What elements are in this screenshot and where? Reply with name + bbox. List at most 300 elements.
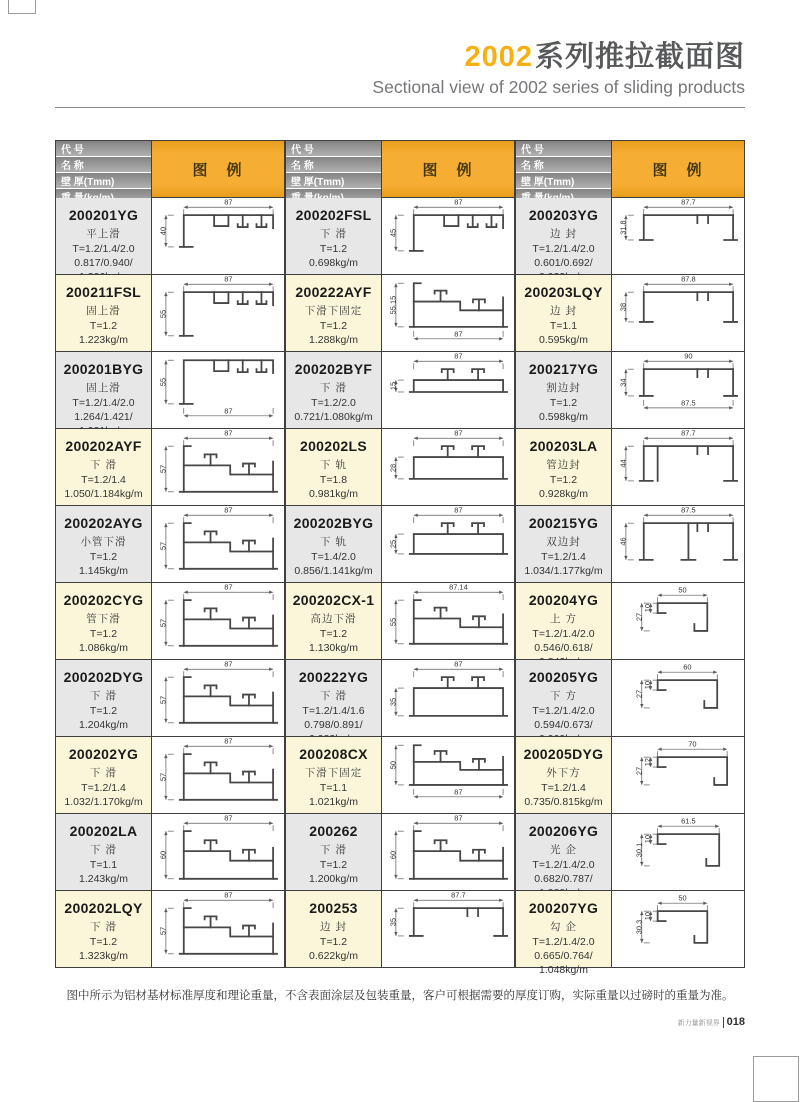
profile-thickness: T=1.2 — [319, 243, 348, 255]
profile-name: 下 轨 — [320, 536, 347, 548]
profile-weight: 1.323kg/m — [78, 950, 129, 962]
profile-weight: 1.130kg/m — [308, 642, 359, 654]
svg-text:10: 10 — [643, 911, 653, 921]
svg-text:87: 87 — [454, 197, 463, 207]
profile-name: 下 滑 — [90, 459, 117, 471]
svg-text:57: 57 — [158, 772, 168, 782]
profile-info-200202CYG — [56, 583, 152, 660]
svg-text:87: 87 — [224, 890, 233, 900]
profile-thickness: T=1.1 — [89, 859, 118, 871]
corner-frame-bottom-right — [753, 1056, 799, 1102]
svg-text:46: 46 — [618, 537, 628, 546]
profile-diagram-200202AYG — [152, 506, 285, 583]
profile-name: 双边封 — [546, 536, 581, 548]
profile-info-200208CX — [286, 737, 382, 814]
profile-name: 下 滑 — [90, 844, 117, 856]
profile-code: 200202AYF — [65, 438, 142, 454]
profile-code: 200211FSL — [65, 284, 142, 300]
profile-weight: 1.204kg/m — [78, 719, 129, 731]
profile-code: 200202YG — [68, 746, 139, 762]
profile-code: 200202CX-1 — [292, 592, 375, 608]
profile-diagram-200208CX — [382, 737, 515, 814]
profile-code: 200202DYG — [63, 669, 144, 685]
svg-text:31.8: 31.8 — [618, 220, 628, 235]
profile-diagram-200204YG — [612, 583, 745, 660]
profile-info-200202BYG — [286, 506, 382, 583]
profile-info-200202DYG — [56, 660, 152, 737]
profile-weight: 0.595kg/m — [538, 334, 589, 346]
table-row — [516, 814, 745, 891]
profile-weight: 0.622kg/m — [308, 950, 359, 962]
profile-diagram-200215YG — [612, 506, 745, 583]
column-header-label: 代 号 — [286, 141, 381, 157]
legend-header: 图 例 — [612, 141, 745, 198]
table-row — [516, 506, 745, 583]
table-row — [286, 275, 515, 352]
profile-name: 光 企 — [550, 844, 577, 856]
column-header-label: 壁 厚(Tmm) — [286, 173, 381, 189]
svg-text:87: 87 — [454, 329, 463, 339]
svg-text:27: 27 — [634, 689, 644, 699]
profile-diagram-200253 — [382, 891, 515, 968]
profile-info-200211FSL — [56, 275, 152, 352]
profile-weight: 0.546/0.618/ — [534, 642, 593, 654]
svg-text:34: 34 — [618, 378, 628, 387]
profile-info-200203LQY — [516, 275, 612, 352]
profile-name: 边 封 — [550, 228, 577, 240]
profile-thickness: T=1.2 — [319, 936, 348, 948]
table-row — [56, 275, 285, 352]
profile-thickness: T=1.2 — [319, 628, 348, 640]
svg-text:87: 87 — [224, 274, 233, 284]
svg-text:87: 87 — [224, 582, 233, 592]
profile-diagram-200205DYG — [612, 737, 745, 814]
profile-weight: 1.034/1.177kg/m — [524, 565, 603, 577]
profile-code: 200202FSL — [295, 207, 372, 223]
table-row — [56, 352, 285, 429]
info-header-stack — [516, 141, 612, 198]
profile-code: 200204YG — [528, 592, 599, 608]
profile-info-200202YG — [56, 737, 152, 814]
brand-slogan: 新力量新视界 — [677, 1019, 720, 1027]
profile-code: 200208CX — [299, 746, 368, 762]
profile-info-200202FSL — [286, 198, 382, 275]
group-header — [56, 141, 285, 198]
column-header-label: 代 号 — [56, 141, 151, 157]
legend-header: 图 例 — [152, 141, 285, 198]
profile-name: 下 滑 — [90, 690, 117, 702]
svg-text:40: 40 — [158, 226, 168, 236]
profile-thickness: T=1.2 — [89, 320, 118, 332]
profile-weight: 0.798/0.891/ — [304, 719, 363, 731]
profile-weight: 0.981kg/m — [308, 488, 359, 500]
profile-thickness: T=1.2/1.4 — [81, 474, 126, 486]
profile-diagram-200205YG — [612, 660, 745, 737]
profile-name: 下 滑 — [320, 228, 347, 240]
svg-text:60: 60 — [683, 662, 692, 672]
profile-code: 200262 — [309, 823, 358, 839]
profile-info-200207YG — [516, 891, 612, 976]
svg-text:50: 50 — [678, 585, 687, 595]
profile-weight: 0.594/0.673/ — [534, 719, 593, 731]
profile-thickness: T=1.2/1.4/2.0 — [532, 705, 595, 717]
profile-code: 200203LA — [529, 438, 598, 454]
profile-code: 200207YG — [528, 900, 599, 916]
profile-thickness: T=1.2 — [549, 397, 578, 409]
profile-code: 200203YG — [528, 207, 599, 223]
profile-name: 勾 企 — [550, 921, 577, 933]
svg-text:87: 87 — [224, 813, 233, 823]
profile-code: 200206YG — [528, 823, 599, 839]
profile-info-200202LS — [286, 429, 382, 506]
svg-text:87: 87 — [224, 428, 233, 438]
svg-text:55: 55 — [158, 377, 168, 387]
profile-thickness: T=1.2 — [549, 474, 578, 486]
svg-text:10: 10 — [643, 680, 653, 690]
profile-name: 下 方 — [550, 690, 577, 702]
column-header-label: 壁 厚(Tmm) — [516, 173, 611, 189]
svg-text:57: 57 — [158, 926, 168, 936]
profile-name: 下滑下固定 — [304, 305, 363, 317]
profile-code: 200203LQY — [524, 284, 603, 300]
profile-weight: 0.721/1.080kg/m — [294, 411, 373, 423]
svg-text:50: 50 — [678, 893, 687, 903]
svg-text:30.3: 30.3 — [634, 919, 644, 935]
profile-weight: 1.200kg/m — [308, 873, 359, 885]
profile-weight: 1.048kg/m — [538, 964, 589, 976]
footer-note: 图中所示为铝材基材标准厚度和理论重量，不含表面涂层及包装重量，客户可根据需要的厚度订购，实际重量以过磅时的重量为准。 — [66, 990, 734, 1002]
profile-name: 外下方 — [546, 767, 581, 779]
svg-text:10: 10 — [643, 603, 653, 613]
profile-diagram-200222YG — [382, 660, 515, 737]
profile-info-200206YG — [516, 814, 612, 891]
table-row — [56, 429, 285, 506]
page-number: 018 — [723, 1017, 745, 1028]
profile-thickness: T=1.1 — [319, 782, 348, 794]
profile-thickness: T=1.2 — [89, 551, 118, 563]
svg-text:45: 45 — [388, 228, 398, 238]
svg-text:55: 55 — [158, 309, 168, 319]
profile-thickness: T=1.4/2.0 — [311, 551, 356, 563]
profile-thickness: T=1.2/1.4/2.0 — [72, 397, 135, 409]
table-row — [286, 891, 515, 968]
svg-text:30.1: 30.1 — [634, 842, 644, 858]
profile-name: 高边下滑 — [310, 613, 357, 625]
svg-text:57: 57 — [158, 695, 168, 705]
profile-code: 200202AYG — [64, 515, 143, 531]
profile-thickness: T=1.2/1.4 — [81, 782, 126, 794]
profile-diagram-200202LQY — [152, 891, 285, 968]
profile-diagram-200206YG — [612, 814, 745, 891]
column-header-label: 名 称 — [56, 157, 151, 173]
profile-name: 平上滑 — [86, 228, 121, 240]
svg-text:55.15: 55.15 — [388, 295, 398, 315]
profile-info-200201YG — [56, 198, 152, 275]
profile-info-200202LQY — [56, 891, 152, 968]
svg-text:87: 87 — [224, 505, 233, 515]
profile-thickness: T=1.2/1.4/2.0 — [532, 243, 595, 255]
page-subtitle: Sectional view of 2002 series of sliding products — [372, 76, 745, 97]
profile-thickness: T=1.2 — [319, 320, 348, 332]
table-row — [516, 198, 745, 275]
page-footer — [678, 1017, 745, 1028]
profile-code: 200202LA — [69, 823, 138, 839]
profile-diagram-200202AYF — [152, 429, 285, 506]
svg-text:25: 25 — [388, 539, 398, 549]
profile-info-200203YG — [516, 198, 612, 275]
profile-diagram-200202DYG — [152, 660, 285, 737]
svg-text:87.8: 87.8 — [681, 274, 696, 284]
svg-text:60: 60 — [388, 850, 398, 860]
profile-info-200217YG — [516, 352, 612, 429]
profile-name: 固上滑 — [86, 382, 121, 394]
profile-diagram-200201BYG — [152, 352, 285, 429]
profile-thickness: T=1.2/1.4 — [541, 782, 586, 794]
table-row — [56, 506, 285, 583]
profile-thickness: T=1.2/1.4/1.6 — [302, 705, 365, 717]
profile-name: 割边封 — [546, 382, 581, 394]
profile-info-200202AYG — [56, 506, 152, 583]
svg-text:87: 87 — [224, 736, 233, 746]
group-header — [286, 141, 515, 198]
svg-text:90: 90 — [684, 351, 693, 361]
profile-code: 200202BYF — [294, 361, 373, 377]
profile-diagram-200202CX-1 — [382, 583, 515, 660]
profile-info-200222AYF — [286, 275, 382, 352]
info-header-stack — [56, 141, 152, 198]
profile-diagram-200207YG — [612, 891, 745, 968]
profile-name: 下 滑 — [320, 690, 347, 702]
profile-name: 下滑下固定 — [304, 767, 363, 779]
profile-thickness: T=1.8 — [319, 474, 348, 486]
profile-diagram-200202BYF — [382, 352, 515, 429]
table-row — [516, 660, 745, 737]
table-row — [286, 352, 515, 429]
svg-text:87: 87 — [224, 659, 233, 669]
profile-weight: 0.682/0.787/ — [534, 873, 593, 885]
profile-thickness: T=1.2 — [89, 628, 118, 640]
profile-weight: 1.032/1.170kg/m — [64, 796, 143, 808]
profile-weight: 1.050/1.184kg/m — [64, 488, 143, 500]
svg-text:57: 57 — [158, 541, 168, 551]
title-chinese: 系列推拉截面图 — [534, 41, 745, 73]
profile-thickness: T=1.2 — [89, 705, 118, 717]
profile-name: 下 滑 — [320, 844, 347, 856]
profile-weight: 0.856/1.141kg/m — [294, 565, 373, 577]
profile-weight: 1.243kg/m — [78, 873, 129, 885]
svg-text:87.7: 87.7 — [451, 890, 466, 900]
profile-diagram-200262 — [382, 814, 515, 891]
profile-diagram-200202LS — [382, 429, 515, 506]
profile-diagram-200202FSL — [382, 198, 515, 275]
column-header-label: 名 称 — [286, 157, 381, 173]
svg-text:50: 50 — [388, 760, 398, 770]
profile-name: 管边封 — [546, 459, 581, 471]
profile-code: 200217YG — [528, 361, 599, 377]
table-row — [56, 891, 285, 968]
svg-text:35: 35 — [388, 697, 398, 707]
group-header — [516, 141, 745, 198]
table-row — [286, 583, 515, 660]
corner-frame-top-left — [8, 0, 36, 14]
column-header-label: 壁 厚(Tmm) — [56, 173, 151, 189]
profile-name: 下 轨 — [320, 459, 347, 471]
svg-text:70: 70 — [688, 739, 697, 749]
profile-weight: 0.698kg/m — [308, 257, 359, 269]
profile-diagram-200201YG — [152, 198, 285, 275]
table-row — [516, 737, 745, 814]
profile-name: 边 封 — [550, 305, 577, 317]
profile-table — [55, 140, 745, 976]
profile-info-200202CX-1 — [286, 583, 382, 660]
column-header-label: 代 号 — [516, 141, 611, 157]
svg-text:60: 60 — [158, 850, 168, 860]
profile-weight: 0.601/0.692/ — [534, 257, 593, 269]
profile-info-200204YG — [516, 583, 612, 660]
profile-thickness: T=1.2/1.4/2.0 — [72, 243, 135, 255]
column-header-label: 名 称 — [516, 157, 611, 173]
page-header — [55, 42, 745, 108]
profile-name: 下 滑 — [90, 767, 117, 779]
profile-info-200202BYF — [286, 352, 382, 429]
profile-weight: 1.264/1.421/ — [74, 411, 133, 423]
profile-diagram-200203LQY — [612, 275, 745, 352]
profile-code: 200201BYG — [63, 361, 144, 377]
profile-weight: 1.086kg/m — [78, 642, 129, 654]
profile-code: 200253 — [309, 900, 358, 916]
profile-diagram-200211FSL — [152, 275, 285, 352]
svg-text:27: 27 — [634, 612, 644, 622]
profile-name: 小管下滑 — [80, 536, 127, 548]
profile-code: 200201YG — [68, 207, 139, 223]
info-header-stack — [286, 141, 382, 198]
svg-text:87.7: 87.7 — [681, 428, 696, 438]
profile-code: 200202LS — [299, 438, 367, 454]
table-row — [286, 506, 515, 583]
profile-code: 200215YG — [528, 515, 599, 531]
profile-weight: 0.817/0.940/ — [74, 257, 133, 269]
profile-thickness: T=1.2/2.0 — [311, 397, 356, 409]
header-rule — [55, 107, 745, 108]
svg-text:61.5: 61.5 — [681, 816, 696, 826]
table-row — [516, 583, 745, 660]
profile-thickness: T=1.2 — [89, 936, 118, 948]
svg-text:87.7: 87.7 — [681, 197, 696, 207]
profile-name: 上 方 — [550, 613, 577, 625]
table-row — [286, 737, 515, 814]
profile-diagram-200203LA — [612, 429, 745, 506]
profile-name: 下 滑 — [320, 382, 347, 394]
profile-weight: 1.288kg/m — [308, 334, 359, 346]
profile-code: 200202BYG — [293, 515, 374, 531]
page-title — [55, 42, 745, 74]
svg-text:12: 12 — [643, 757, 653, 767]
profile-weight: 0.665/0.764/ — [534, 950, 593, 962]
profile-info-200202LA — [56, 814, 152, 891]
profile-info-200202AYF — [56, 429, 152, 506]
profile-diagram-200202CYG — [152, 583, 285, 660]
profile-diagram-200202BYG — [382, 506, 515, 583]
table-row — [286, 198, 515, 275]
profile-info-200222YG — [286, 660, 382, 737]
profile-info-200205DYG — [516, 737, 612, 814]
table-row — [516, 891, 745, 976]
svg-text:10: 10 — [643, 834, 653, 844]
profile-weight: 1.223kg/m — [78, 334, 129, 346]
profile-diagram-200202LA — [152, 814, 285, 891]
table-row — [56, 198, 285, 275]
svg-text:57: 57 — [158, 464, 168, 474]
svg-text:87: 87 — [454, 659, 463, 669]
profile-weight: 0.735/0.815kg/m — [524, 796, 603, 808]
svg-text:87.5: 87.5 — [681, 398, 696, 408]
profile-code: 200222YG — [298, 669, 369, 685]
profile-thickness: T=1.2/1.4/2.0 — [532, 859, 595, 871]
profile-thickness: T=1.2/1.4 — [541, 551, 586, 563]
svg-text:87: 87 — [454, 813, 463, 823]
profile-info-200253 — [286, 891, 382, 968]
svg-text:35: 35 — [388, 917, 398, 927]
profile-code: 200202CYG — [63, 592, 144, 608]
svg-text:87: 87 — [454, 351, 463, 361]
svg-text:87: 87 — [454, 505, 463, 515]
profile-info-200215YG — [516, 506, 612, 583]
table-group-1 — [55, 140, 285, 968]
profile-diagram-200217YG — [612, 352, 745, 429]
svg-text:15: 15 — [388, 381, 398, 391]
table-row — [286, 814, 515, 891]
svg-text:44: 44 — [618, 459, 628, 468]
profile-name: 边 封 — [320, 921, 347, 933]
svg-text:87: 87 — [224, 197, 233, 207]
profile-code: 200202LQY — [64, 900, 143, 916]
profile-code: 200205DYG — [523, 746, 604, 762]
profile-diagram-200203YG — [612, 198, 745, 275]
svg-text:87.5: 87.5 — [681, 505, 696, 515]
table-group-2 — [285, 140, 515, 968]
svg-text:55: 55 — [388, 617, 398, 627]
table-row — [516, 429, 745, 506]
profile-info-200205YG — [516, 660, 612, 737]
profile-thickness: T=1.1 — [549, 320, 578, 332]
table-row — [286, 660, 515, 737]
table-row — [286, 429, 515, 506]
svg-text:87: 87 — [224, 406, 233, 416]
legend-header: 图 例 — [382, 141, 515, 198]
profile-diagram-200222AYF — [382, 275, 515, 352]
table-row — [56, 737, 285, 814]
profile-weight: 0.598kg/m — [538, 411, 589, 423]
profile-code: 200222AYF — [295, 284, 372, 300]
profile-name: 管下滑 — [86, 613, 121, 625]
svg-text:87: 87 — [454, 787, 463, 797]
profile-weight: 1.145kg/m — [78, 565, 129, 577]
table-row — [516, 275, 745, 352]
profile-thickness: T=1.2/1.4/2.0 — [532, 628, 595, 640]
title-series-number: 2002 — [464, 41, 533, 73]
svg-text:87.14: 87.14 — [449, 582, 468, 592]
profile-info-200203LA — [516, 429, 612, 506]
table-row — [56, 660, 285, 737]
profile-diagram-200202YG — [152, 737, 285, 814]
table-row — [56, 583, 285, 660]
profile-info-200201BYG — [56, 352, 152, 429]
svg-text:57: 57 — [158, 618, 168, 628]
profile-thickness: T=1.2 — [319, 859, 348, 871]
table-row — [516, 352, 745, 429]
svg-text:38: 38 — [618, 302, 628, 312]
table-row — [56, 814, 285, 891]
